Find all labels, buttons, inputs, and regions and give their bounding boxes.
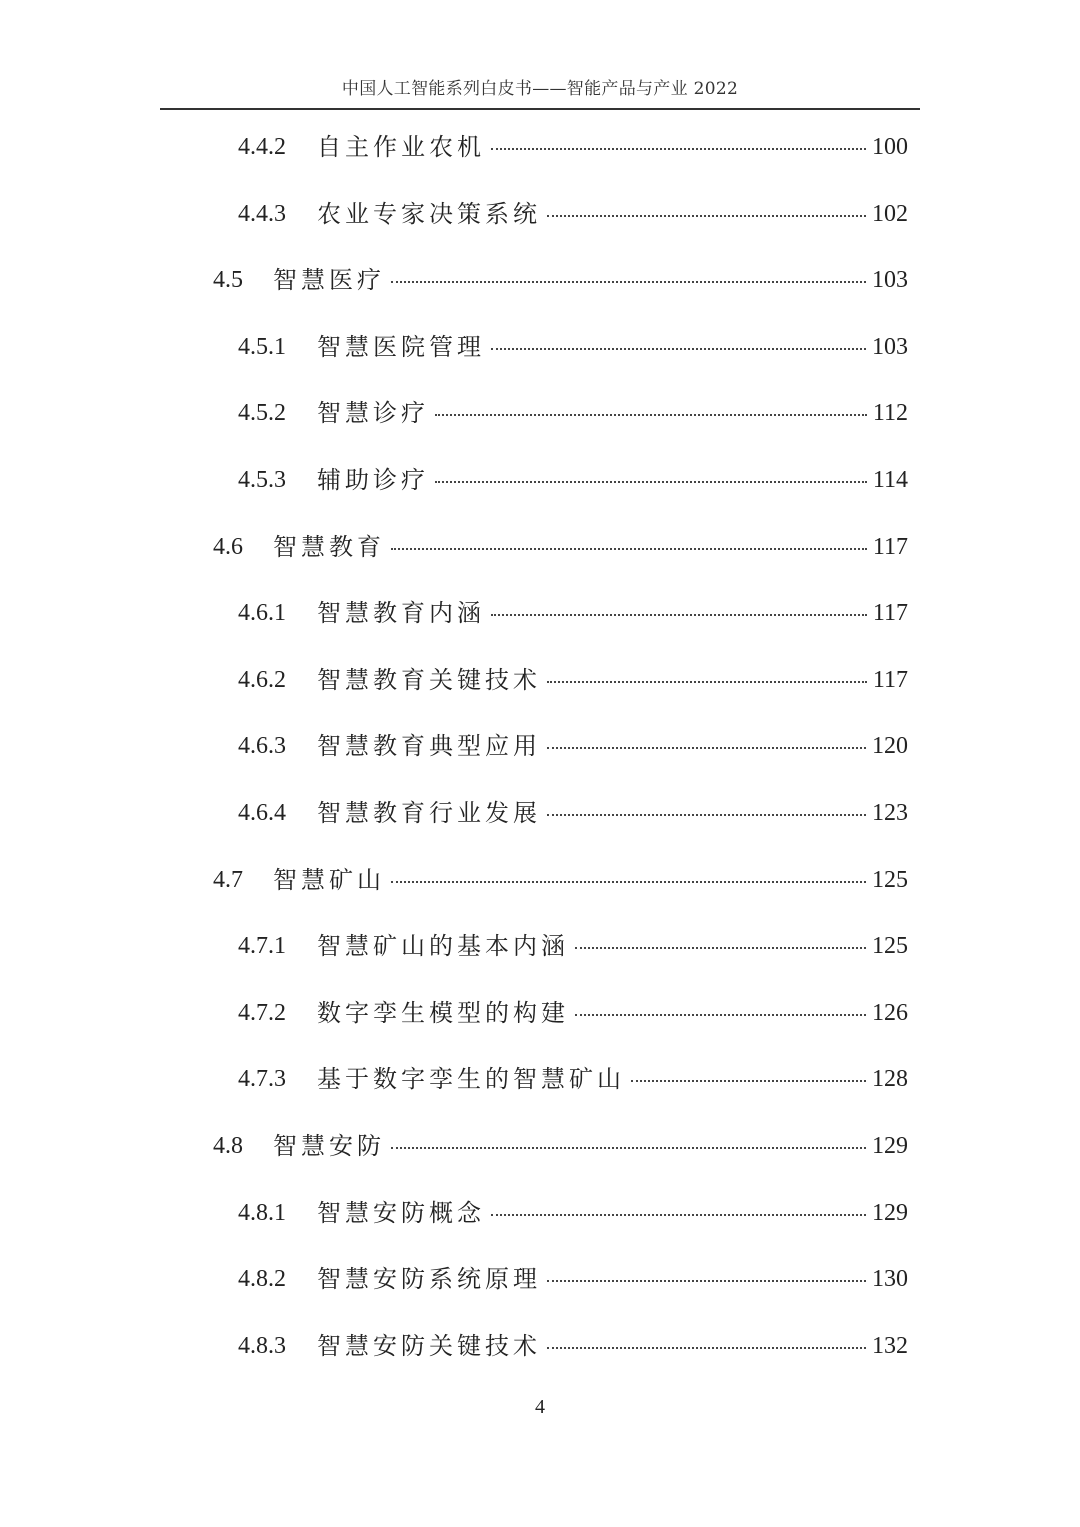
toc-entry[interactable] [238, 1059, 908, 1099]
toc-section-title: 辅助诊疗 [317, 466, 429, 494]
toc-section-title: 智慧教育内涵 [317, 599, 485, 628]
toc-page-number: 117 [872, 666, 908, 693]
toc-page-number: 129 [872, 1199, 908, 1226]
toc-section-title: 智慧教育典型应用 [317, 732, 541, 761]
toc-dot-leader [575, 947, 866, 949]
toc-section-number: 4.8.2 [238, 1266, 286, 1293]
toc-entry[interactable] [213, 260, 908, 300]
toc-page-number: 125 [872, 866, 908, 893]
toc-section-title: 自主作业农机 [317, 133, 485, 161]
toc-section-number: 4.7 [213, 866, 243, 893]
toc-entry[interactable] [238, 1259, 908, 1299]
toc-page-number: 117 [872, 533, 908, 560]
toc-section-title: 基于数字孪生的智慧矿山 [317, 1065, 625, 1094]
toc-entry[interactable] [238, 926, 908, 966]
toc-section-number: 4.8.3 [238, 1332, 286, 1359]
toc-entry[interactable] [238, 1326, 908, 1366]
toc-section-number: 4.5.3 [238, 467, 286, 493]
page-number: 4 [535, 1396, 545, 1418]
toc-dot-leader [391, 281, 866, 283]
toc-section-number: 4.6.2 [238, 666, 286, 693]
toc-section-title: 智慧安防关键技术 [317, 1331, 541, 1360]
toc-dot-leader [491, 148, 866, 150]
toc-section-title: 智慧安防系统原理 [317, 1265, 541, 1294]
toc-page-number: 100 [872, 134, 908, 160]
toc-section-number: 4.7.2 [238, 999, 286, 1026]
toc-section-number: 4.6.4 [238, 800, 286, 826]
toc-section-number: 4.7.1 [238, 933, 286, 960]
toc-page-number: 123 [872, 800, 908, 826]
toc-section-title: 智慧安防概念 [317, 1198, 485, 1227]
toc-section-title: 智慧教育行业发展 [317, 799, 541, 827]
toc-dot-leader [391, 548, 867, 550]
toc-entry[interactable] [213, 527, 908, 567]
toc-section-title: 智慧矿山 [273, 865, 385, 894]
toc-entry[interactable] [238, 327, 908, 367]
toc-section-number: 4.8.1 [238, 1199, 286, 1226]
toc-entry[interactable] [238, 793, 908, 833]
toc-dot-leader [435, 481, 867, 483]
toc-page-number: 130 [872, 1266, 908, 1293]
toc-page-number: 126 [872, 999, 908, 1026]
toc-section-number: 4.4.3 [238, 200, 286, 227]
toc-page-number: 132 [872, 1332, 908, 1359]
toc-section-title: 智慧医疗 [273, 266, 385, 295]
toc-dot-leader [547, 681, 867, 683]
toc-entry[interactable] [213, 1126, 908, 1166]
toc-section-title: 智慧医院管理 [317, 332, 485, 361]
toc-page-number: 128 [872, 1066, 908, 1093]
toc-section-title: 智慧教育 [273, 532, 385, 561]
toc-section-number: 4.5.1 [238, 333, 286, 360]
toc-page-number: 117 [872, 600, 908, 627]
toc-entry[interactable] [238, 726, 908, 766]
toc-section-number: 4.5.2 [238, 400, 286, 427]
toc-section-title: 智慧安防 [273, 1132, 385, 1160]
toc-section-number: 4.5 [213, 267, 243, 294]
toc-entry[interactable] [238, 194, 908, 234]
toc-section-number: 4.6.1 [238, 600, 286, 627]
toc-page-number: 114 [872, 467, 908, 493]
toc-entry[interactable] [213, 860, 908, 900]
toc-page-number: 129 [872, 1133, 908, 1159]
toc-page-number: 120 [872, 733, 908, 760]
toc-section-number: 4.7.3 [238, 1066, 286, 1093]
toc-section-title: 数字孪生模型的构建 [317, 998, 569, 1027]
toc-section-title: 农业专家决策系统 [317, 199, 541, 228]
toc-dot-leader [391, 1147, 866, 1149]
toc-section-title: 智慧教育关键技术 [317, 665, 541, 694]
toc-entry[interactable] [238, 460, 908, 500]
toc-section-title: 智慧矿山的基本内涵 [317, 932, 569, 961]
toc-section-number: 4.4.2 [238, 134, 286, 160]
toc-section-number: 4.6.3 [238, 733, 286, 760]
toc-entry[interactable] [238, 393, 908, 433]
toc-section-number: 4.8 [213, 1133, 243, 1159]
running-header: 中国人工智能系列白皮书——智能产品与产业 2022 [341, 79, 739, 99]
toc-page-number: 125 [872, 933, 908, 960]
toc-dot-leader [491, 1214, 866, 1216]
toc-dot-leader [547, 215, 866, 217]
toc-entry[interactable] [238, 993, 908, 1033]
toc-page-number: 112 [872, 400, 908, 427]
toc-page-number: 103 [872, 267, 908, 294]
toc-dot-leader [491, 614, 867, 616]
toc-dot-leader [547, 1347, 866, 1349]
toc-section-title: 智慧诊疗 [317, 399, 429, 428]
toc-dot-leader [547, 814, 866, 816]
toc-entry[interactable] [238, 1193, 908, 1233]
toc-dot-leader [547, 1280, 866, 1282]
toc-page-number: 102 [872, 200, 908, 227]
toc-entry[interactable] [238, 593, 908, 633]
toc-dot-leader [435, 414, 867, 416]
toc-page-number: 103 [872, 333, 908, 360]
toc-dot-leader [631, 1080, 866, 1082]
toc-dot-leader [575, 1014, 866, 1016]
toc-entry[interactable] [238, 127, 908, 167]
toc-dot-leader [491, 348, 866, 350]
toc-dot-leader [547, 747, 866, 749]
toc-entry[interactable] [238, 660, 908, 700]
toc-dot-leader [391, 881, 866, 883]
toc-section-number: 4.6 [213, 533, 243, 560]
